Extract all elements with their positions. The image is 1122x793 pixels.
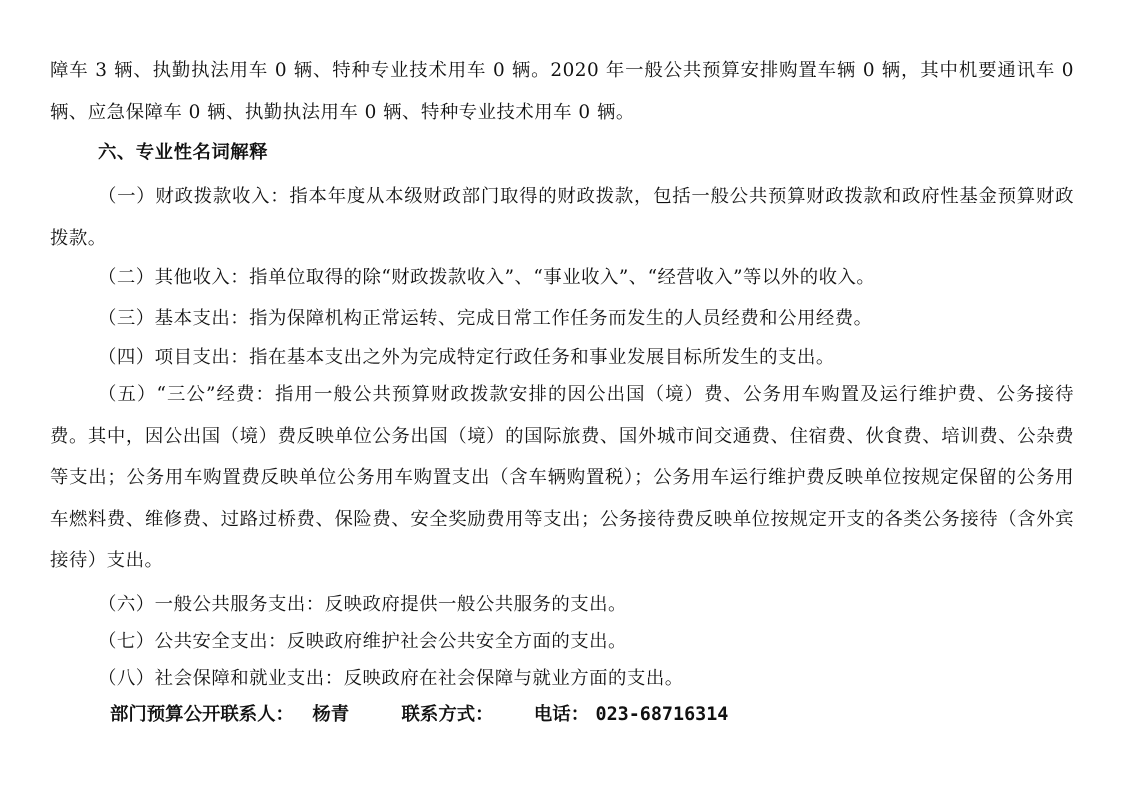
- contact-person-label: 部门预算公开联系人：: [110, 704, 294, 725]
- paragraph-term-3: （三）基本支出：指为保障机构正常运转、完成日常工作任务而发生的人员经费和公用经费。: [98, 308, 873, 329]
- paragraph-term-4: （四）项目支出：指在基本支出之外为完成特定行政任务和事业发展目标所发生的支出。: [98, 347, 835, 368]
- paragraph-vehicles: 障车 3 辆、执勤执法用车 0 辆、特种专业技术用车 0 辆。2020 年一般公共预算安排购置车辆 0 辆，其中机要通讯车 0 辆、应急保障车 0 辆、执勤执法用车 0 辆、特种专业技术用车 0 辆。: [50, 60, 1074, 123]
- paragraph-term-5: （五）“三公”经费：指用一般公共预算财政拨款安排的因公出国（境）费、公务用车购置及运行维护费、公务接待费。其中，因公出国（境）费反映单位公务出国（境）的国际旅费、国外城市间交通费、住宿费、伙食费、培训费、公杂费等支出；公务用车购置费反映单位公务用车购置支出（含车辆购置税）；公务用车运行维护费反映单位按规定保留的公务用车燃料费、维修费、过路过桥费、保险费、安全奖励费用等支出；公务接待费反映单位按规定开支的各类公务接待（含外宾接待）支出。: [50, 384, 1074, 572]
- paragraph-term-1: （一）财政拨款收入：指本年度从本级财政部门取得的财政拨款，包括一般公共预算财政拨款和政府性基金预算财政拨款。: [50, 186, 1074, 249]
- paragraph-term-7: （七）公共安全支出：反映政府维护社会公共安全方面的支出。: [98, 631, 627, 652]
- contact-person-name: 杨青: [312, 704, 350, 725]
- contact-method-label: 联系方式：: [401, 704, 494, 725]
- phone-label: 电话：: [533, 704, 590, 725]
- paragraph-term-2: （二）其他收入：指单位取得的除“财政拨款收入”、“事业收入”、“经营收入”等以外的收入。: [98, 267, 876, 288]
- phone-number: 023-68716314: [595, 704, 729, 725]
- paragraph-term-8: （八）社会保障和就业支出：反映政府在社会保障与就业方面的支出。: [98, 668, 684, 689]
- paragraph-term-6: （六）一般公共服务支出：反映政府提供一般公共服务的支出。: [98, 594, 627, 615]
- section-heading: 六、专业性名词解释: [98, 142, 269, 163]
- contact-line: [110, 700, 728, 730]
